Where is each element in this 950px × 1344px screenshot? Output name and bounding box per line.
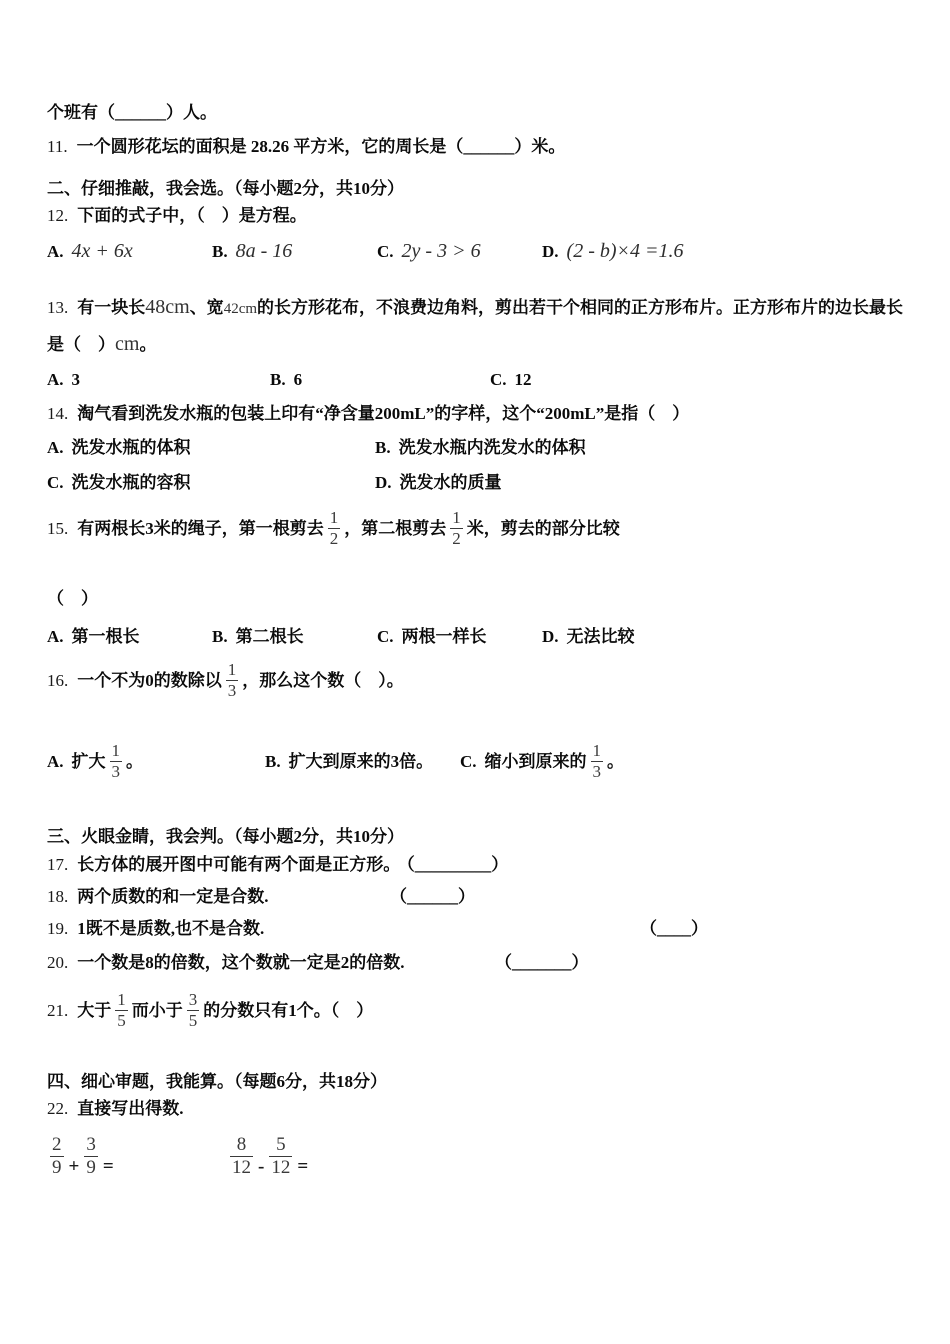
question-13-number: 13. [47,298,69,317]
fraction-numerator: 1 [329,508,339,528]
question-11 [47,134,903,160]
option-c-label: C. [490,370,507,389]
option-b-label: B. [375,438,391,457]
option-b-formula: 8a - 16 [235,240,293,262]
fraction [450,508,463,548]
question-16 [47,654,903,708]
fraction-numerator: 1 [111,741,121,761]
intro-line [47,100,903,126]
fraction-denominator: 9 [86,1156,96,1178]
option-a-label: A. [47,627,64,646]
option-d-formula: (2 - b)×4 =1.6 [566,240,684,262]
question-17-text: 长方体的展开图中可能有两个面是正方形。 [77,855,401,874]
option-d [542,624,635,650]
question-19-number: 19. [47,919,69,938]
question-18-blank: （______） [390,887,475,906]
section-3-title: 三、火眼金睛，我会判。（每小题2分，共10分） [47,827,404,846]
question-18 [47,884,903,910]
question-12 [47,203,903,229]
question-17-blank: （_________） [406,855,509,874]
option-b [270,367,490,393]
question-20-blank: （_______） [495,953,589,972]
option-a-label: A. [47,370,64,389]
option-c-label: C. [377,627,394,646]
fraction-numerator: 1 [452,508,461,528]
question-21 [47,984,903,1038]
question-21-seg3: 的分数只有1个。（ ） [203,1001,374,1020]
fraction-denominator: 2 [452,528,461,548]
option-a [47,367,270,393]
option-c-label: C. [460,752,477,771]
option-a [47,734,265,790]
question-22-text: 直接写出得数. [77,1099,184,1118]
option-a-text: 3 [71,370,81,389]
option-a-label: A. [47,242,64,261]
option-c-label: C. [377,242,394,261]
option-d-text: 无法比较 [566,627,635,646]
section-3-heading [47,824,903,850]
question-21-seg2: 而小于 [131,1001,183,1020]
question-13-length1: 48cm [145,296,190,318]
expression-2-body [227,1134,310,1179]
fraction [230,1134,253,1179]
option-d [375,470,502,496]
fraction-numerator: 8 [236,1134,247,1155]
fraction-numerator: 3 [86,1134,96,1155]
fraction-numerator: 1 [117,990,126,1010]
question-22-number: 22. [47,1099,69,1118]
fraction-denominator: 5 [117,1010,126,1030]
fraction-denominator: 5 [188,1010,198,1030]
fraction [187,990,200,1030]
option-c [377,624,542,650]
option-d-label: D. [542,627,559,646]
question-13-line2a: 是（ ） [47,335,115,354]
option-a-formula: 4x + 6x [71,240,133,262]
question-13-seg1: 有一块长 [77,298,146,317]
option-b-text: 第二根长 [235,627,304,646]
option-d-text: 洗发水的质量 [399,473,502,492]
question-17 [47,852,903,878]
question-13-unit: cm [115,333,140,355]
option-b-label: B. [265,752,281,771]
expression-1-body [47,1134,116,1179]
question-16-seg2: ，那么这个数（ ）。 [242,671,404,690]
option-b [212,236,377,266]
question-22-expressions [47,1132,903,1192]
question-13-options [47,367,903,393]
option-b-text: 扩大到原来的3倍。 [288,752,434,771]
option-a-post: 。 [126,752,144,771]
option-a [47,624,212,650]
intro-text: 个班有（______）人。 [47,103,217,122]
question-16-options [47,734,903,790]
fraction-denominator: 12 [271,1156,291,1178]
section-2-heading [47,176,903,202]
question-11-number: 11. [47,137,68,156]
option-b-label: B. [212,242,228,261]
option-c [490,367,532,393]
question-16-seg1: 一个不为0的数除以 [77,671,222,690]
question-21-seg1: 大于 [77,1001,112,1020]
question-15-paren: （ ） [47,589,98,608]
fraction [226,660,239,700]
fraction-denominator: 3 [227,680,237,700]
question-16-number: 16. [47,671,69,690]
question-15 [47,502,903,556]
option-a [47,435,375,461]
fraction-denominator: 3 [111,761,121,781]
question-12-options [47,236,903,266]
option-b-label: B. [270,370,286,389]
question-13-seg3: 的长方形花布，不浪费边角料，剪出若干个相同的正方形布片。正方形布片的边长最长 [257,298,904,317]
fraction [50,1134,64,1179]
option-d-label: D. [375,473,392,492]
question-19-text: 1既不是质数,也不是合数. [77,919,265,938]
question-13-line1 [47,290,903,327]
option-c-label: C. [47,473,64,492]
option-a-text: 第一根长 [71,627,140,646]
question-15-seg1: 有两根长3米的绳子，第一根剪去 [77,519,324,538]
option-b-text: 洗发水瓶内洗发水的体积 [398,438,586,457]
fraction-denominator: 12 [232,1156,251,1178]
question-14-options-row2 [47,470,903,496]
question-13-seg2: 、宽 [189,298,224,317]
fraction [84,1134,98,1179]
option-a-pre: 扩大 [71,752,106,771]
fraction [328,508,341,548]
question-14-number: 14. [47,404,69,423]
operator-minus: - [258,1155,265,1177]
question-12-number: 12. [47,206,69,225]
question-20-text: 一个数是8的倍数，这个数就一定是2的倍数. [77,953,405,972]
fraction-numerator: 1 [227,660,237,680]
option-c-post: 。 [607,752,625,771]
option-d [542,236,684,266]
question-13-length2: 42cm [223,301,258,317]
option-a-label: A. [47,752,64,771]
option-c-pre: 缩小到原来的 [484,752,587,771]
option-c [47,470,375,496]
option-c-formula: 2y - 3 > 6 [401,240,481,262]
operator-plus: + [68,1155,80,1177]
question-13-line2 [47,327,903,362]
question-21-number: 21. [47,1001,69,1020]
question-14 [47,401,903,427]
option-a [47,236,212,266]
fraction [115,990,128,1030]
option-c-text: 洗发水瓶的容积 [71,473,191,492]
fraction-denominator: 9 [52,1156,62,1178]
option-c-text: 12 [514,370,532,389]
question-18-number: 18. [47,887,69,906]
option-d-label: D. [542,242,559,261]
option-b [265,734,460,790]
question-12-text: 下面的式子中，（ ）是方程。 [77,206,307,225]
question-14-options-row1 [47,435,903,461]
question-18-text: 两个质数的和一定是合数. [77,887,269,906]
question-13-line2b: 。 [139,335,157,354]
option-b-text: 6 [293,370,303,389]
question-19 [47,916,903,942]
fraction-numerator: 5 [276,1134,286,1155]
question-15-options [47,624,903,650]
question-11-text: 一个圆形花坛的面积是 28.26 平方米，它的周长是（______）米。 [76,137,566,156]
question-15-number: 15. [47,519,69,538]
fraction-denominator: 3 [592,761,602,781]
question-19-blank: （____） [640,919,708,938]
option-c-text: 两根一样长 [401,627,487,646]
equals-sign: = [297,1155,309,1177]
expression-2 [227,1132,310,1192]
question-17-number: 17. [47,855,69,874]
fraction-numerator: 3 [188,990,198,1010]
option-b [212,624,377,650]
option-b [375,435,586,461]
section-4-title: 四、细心审题，我能算。（每题6分，共18分） [47,1072,387,1091]
expression-1 [47,1132,227,1192]
question-15-seg3: 米，剪去的部分比较 [466,519,620,538]
question-22 [47,1096,903,1122]
question-20-number: 20. [47,953,69,972]
question-15-seg2: ，第二根剪去 [344,519,447,538]
option-a-text: 洗发水瓶的体积 [71,438,191,457]
option-c [460,734,624,790]
section-2-title: 二、仔细推敲，我会选。（每小题2分，共10分） [47,179,404,198]
fraction [269,1134,292,1179]
fraction-numerator: 2 [52,1134,62,1155]
option-a-label: A. [47,438,64,457]
equals-sign: = [102,1155,114,1177]
option-b-label: B. [212,627,228,646]
question-15-answer-paren [47,586,903,612]
question-14-text: 淘气看到洗发水瓶的包装上印有“净含量200mL”的字样，这个“200mL”是指（ ） [77,404,690,423]
option-c [377,236,542,266]
fraction [591,741,604,781]
fraction-numerator: 1 [592,741,602,761]
section-4-heading [47,1069,903,1095]
fraction [110,741,123,781]
question-20 [47,950,903,976]
fraction-denominator: 2 [329,528,339,548]
exam-content [0,100,950,1192]
